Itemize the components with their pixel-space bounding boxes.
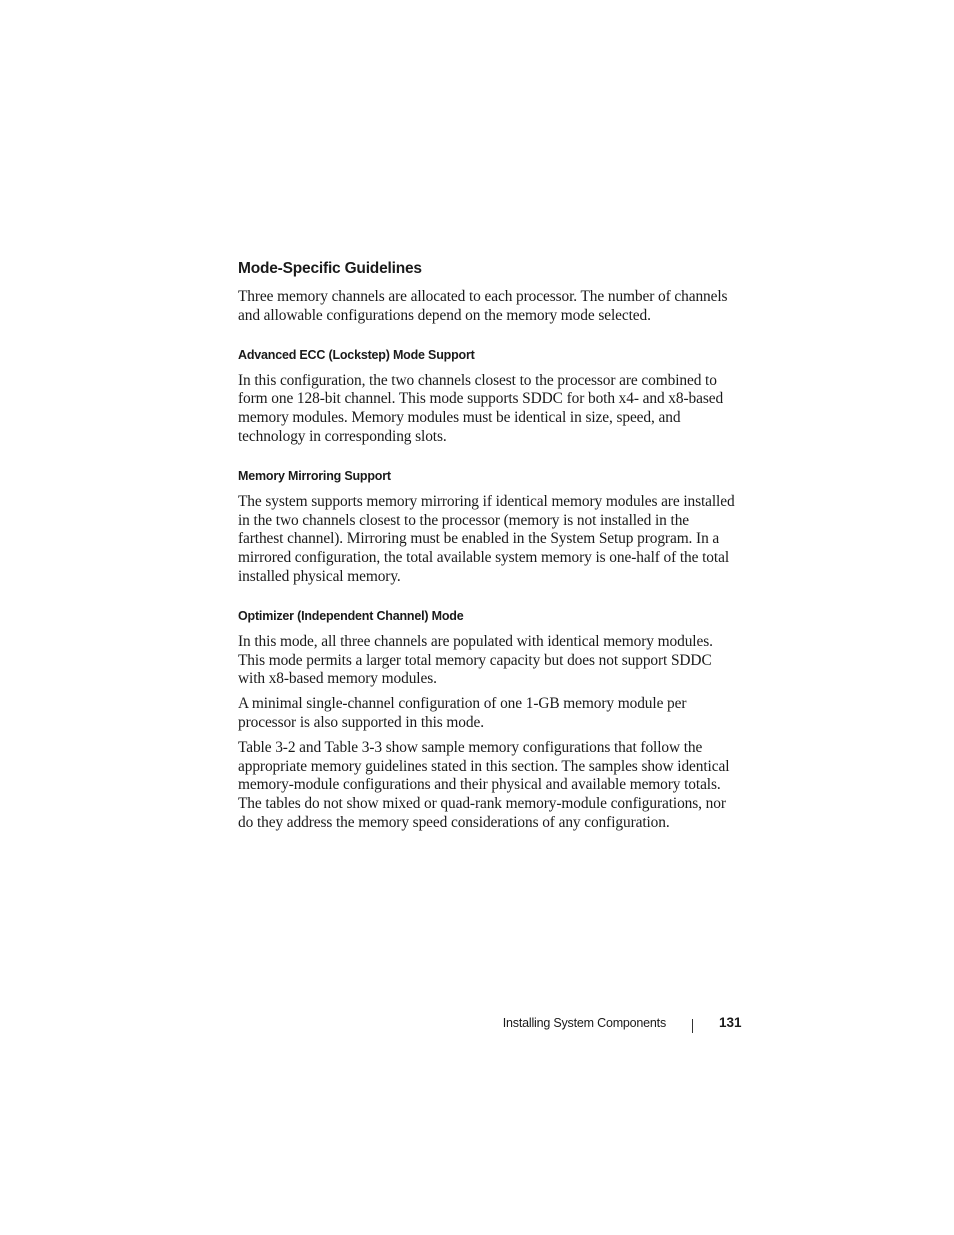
section-title: Mode-Specific Guidelines [238, 260, 422, 277]
paragraph-optimizer-2: A minimal single-channel configuration of one 1-GB memory module per processor is also supported in this mode. [238, 695, 687, 731]
page-number: 131 [719, 1015, 742, 1030]
footer-section-name: Installing System Components [502, 1016, 666, 1030]
subsection-heading-optimizer: Optimizer (Independent Channel) Mode [238, 608, 464, 623]
paragraph-lockstep: In this configuration, the two channels closest to the processor are combined to form one 128-bit channel. This mode supports SDDC for both x4- and x8-based memory modules. Memory modules must be identical in size, speed, and technology in corresponding slots. [238, 371, 724, 445]
footer-separator [692, 1019, 693, 1033]
page-content [238, 258, 738, 839]
paragraph-optimizer-3: Table 3-2 and Table 3-3 show sample memory configurations that follow the appropriate memory guidelines stated in this section. The samples show identical memory-module configurations and their physical and available memory totals. The tables do not show mixed or quad-rank memory-module configurations, nor do they address the memory speed considerations of any configuration. [238, 738, 730, 831]
page-footer [0, 1014, 954, 1036]
paragraph-optimizer-1: In this mode, all three channels are populated with identical memory modules. This mode permits a larger total memory capacity but does not support SDDC with x8-based memory modules. [238, 632, 713, 688]
section-intro: Three memory channels are allocated to each processor. The number of channels and allowable configurations depend on the memory mode selected. [238, 288, 728, 324]
subsection-heading-mirroring: Memory Mirroring Support [238, 468, 391, 483]
subsection-heading-lockstep: Advanced ECC (Lockstep) Mode Support [238, 347, 475, 362]
paragraph-mirroring: The system supports memory mirroring if identical memory modules are installed in the two channels closest to the processor (memory is not installed in the farthest channel). Mirroring must be enabled in the System Setup program. In a mirrored configuration, the total available system memory is one-half of the total installed physical memory. [238, 492, 735, 585]
